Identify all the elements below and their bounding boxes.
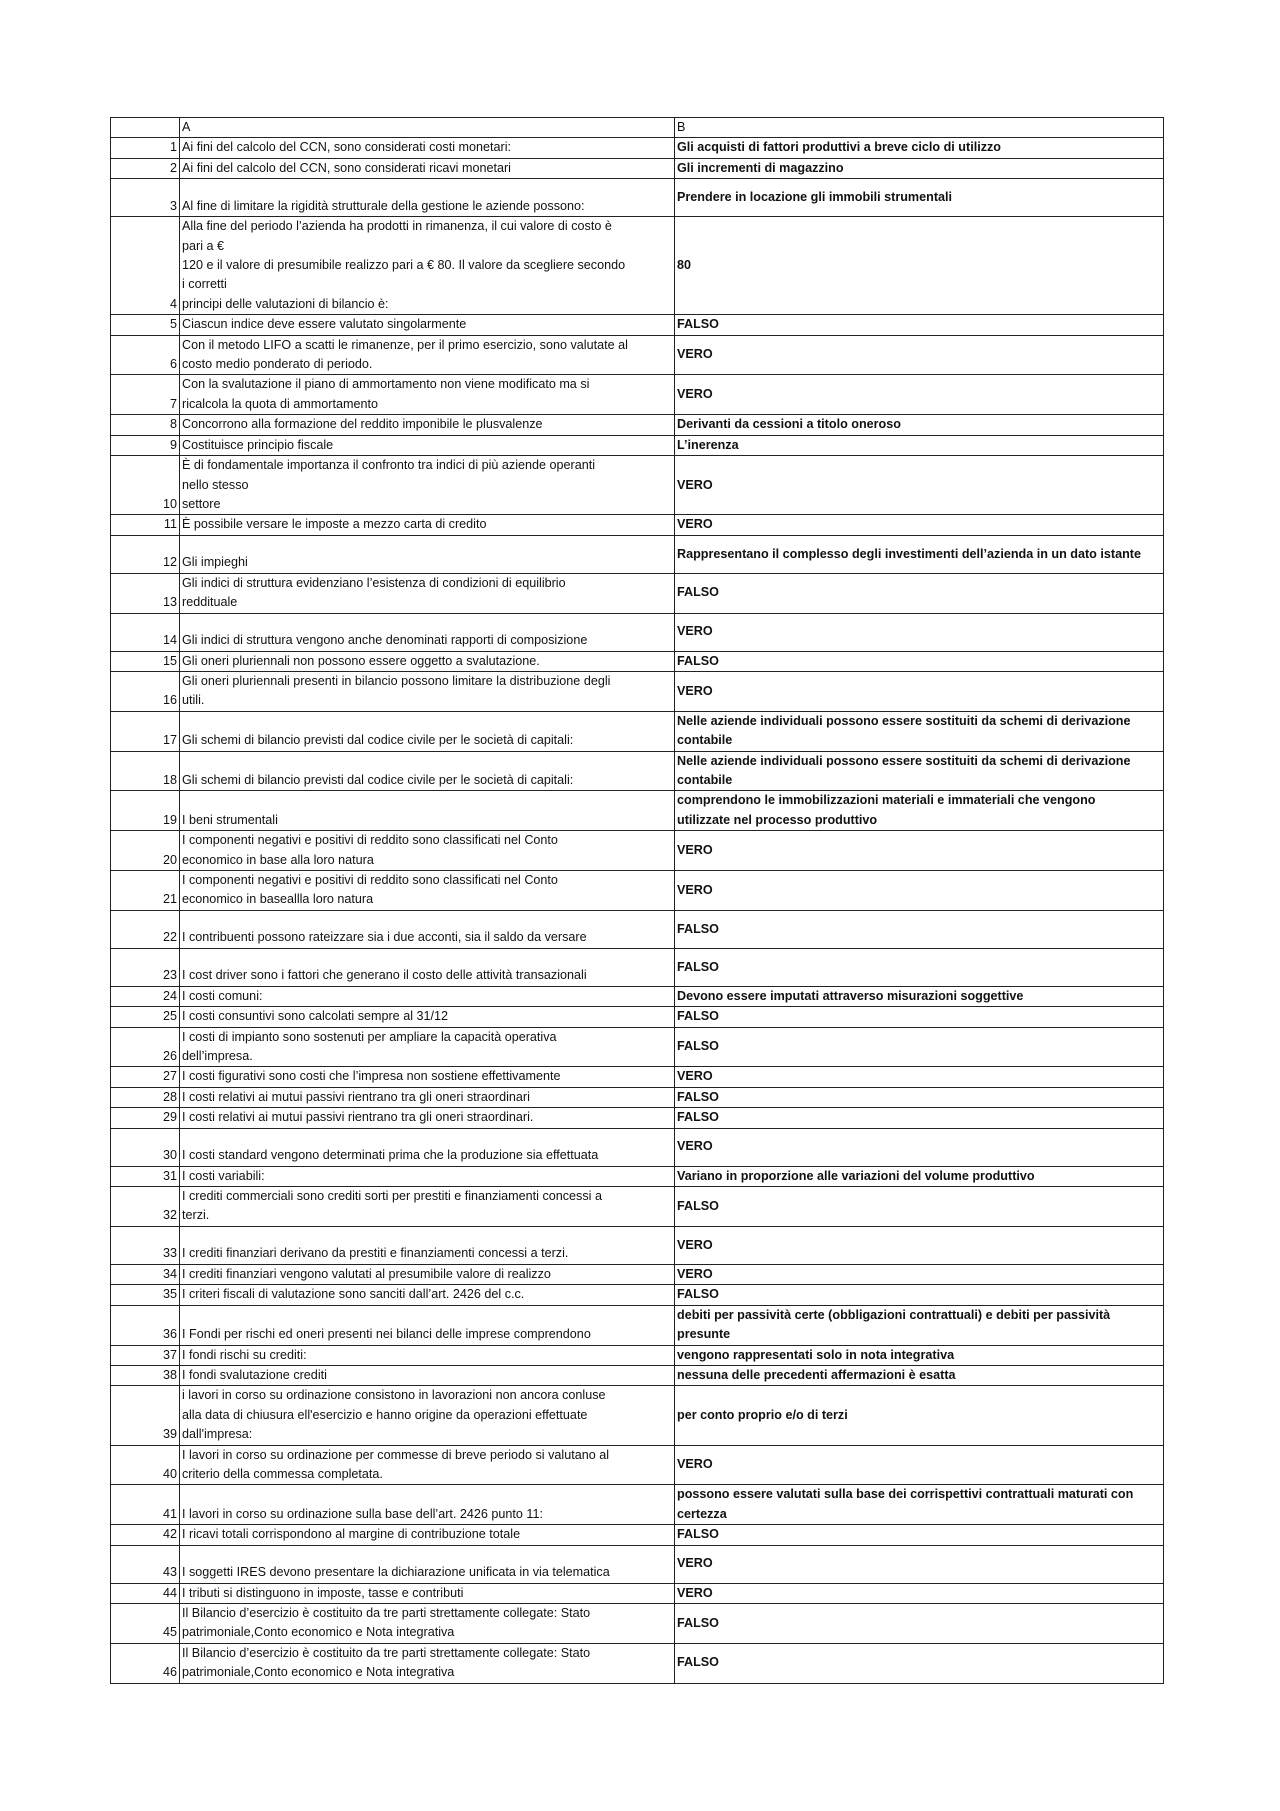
row-number: 26	[111, 1027, 180, 1067]
question-cell: I crediti finanziari derivano da prestiti e finanziamenti concessi a terzi.	[180, 1226, 675, 1264]
table-body	[111, 118, 1164, 1684]
row-number: 24	[111, 986, 180, 1006]
row-number: 9	[111, 435, 180, 455]
table-row	[111, 335, 1164, 375]
question-cell: Ai fini del calcolo del CCN, sono considerati ricavi monetari	[180, 158, 675, 178]
table-row	[111, 910, 1164, 948]
row-number: 7	[111, 375, 180, 415]
quiz-table	[110, 117, 1164, 1684]
row-number: 45	[111, 1603, 180, 1643]
table-row	[111, 217, 1164, 315]
row-number: 23	[111, 948, 180, 986]
answer-cell: Derivanti da cessioni a titolo oneroso	[675, 415, 1164, 435]
table-row	[111, 1067, 1164, 1087]
row-number: 21	[111, 871, 180, 911]
question-cell: I fondi rischi su crediti:	[180, 1345, 675, 1365]
question-cell: Alla fine del periodo l’azienda ha prodotti in rimanenza, il cui valore di costo è pari a € 120 e il valore di presumibile realizzo pari a € 80. Il valore da scegliere secondo i corretti principi delle valutazioni di bilancio è:	[180, 217, 675, 315]
table-row	[111, 535, 1164, 573]
question-cell: I cost driver sono i fattori che generano il costo delle attività transazionali	[180, 948, 675, 986]
row-number: 18	[111, 751, 180, 791]
row-number: 11	[111, 515, 180, 535]
row-number: 41	[111, 1485, 180, 1525]
question-cell: I componenti negativi e positivi di reddito sono classificati nel Conto economico in baseallla loro natura	[180, 871, 675, 911]
question-cell: Gli impieghi	[180, 535, 675, 573]
row-number: 27	[111, 1067, 180, 1087]
table-row	[111, 671, 1164, 711]
table-row	[111, 1027, 1164, 1067]
question-cell: I costi di impianto sono sostenuti per ampliare la capacità operativa dell’impresa.	[180, 1027, 675, 1067]
table-row	[111, 651, 1164, 671]
answer-cell: comprendono le immobilizzazioni materiali e immateriali che vengono utilizzate nel processo produttivo	[675, 791, 1164, 831]
answer-cell: FALSO	[675, 573, 1164, 613]
question-cell: Il Bilancio d’esercizio è costituito da tre parti strettamente collegate: Stato patrimoniale,Conto economico e Nota integrativa	[180, 1643, 675, 1683]
answer-cell: FALSO	[675, 315, 1164, 335]
row-number: 46	[111, 1643, 180, 1683]
table-row	[111, 871, 1164, 911]
question-cell: Con la svalutazione il piano di ammortamento non viene modificato ma si ricalcola la quota di ammortamento	[180, 375, 675, 415]
question-cell: I ricavi totali corrispondono al margine di contribuzione totale	[180, 1525, 675, 1545]
table-row	[111, 1108, 1164, 1128]
answer-cell: per conto proprio e/o di terzi	[675, 1386, 1164, 1445]
row-number: 5	[111, 315, 180, 335]
spreadsheet-sheet	[110, 117, 1163, 1684]
answer-cell: VERO	[675, 456, 1164, 515]
answer-cell: FALSO	[675, 910, 1164, 948]
question-cell: I costi variabili:	[180, 1166, 675, 1186]
question-cell: Ciascun indice deve essere valutato singolarmente	[180, 315, 675, 335]
answer-cell: FALSO	[675, 1643, 1164, 1683]
row-number: 12	[111, 535, 180, 573]
table-row	[111, 1226, 1164, 1264]
row-number: 44	[111, 1583, 180, 1603]
question-cell: I crediti commerciali sono crediti sorti per prestiti e finanziamenti concessi a terzi.	[180, 1187, 675, 1227]
table-row	[111, 831, 1164, 871]
column-b-header: B	[675, 118, 1164, 138]
table-row	[111, 1007, 1164, 1027]
question-cell: Costituisce principio fiscale	[180, 435, 675, 455]
row-number: 28	[111, 1087, 180, 1107]
question-cell: i lavori in corso su ordinazione consistono in lavorazioni non ancora conluse alla data di chiusura ell'esercizio e hanno origine da operazioni effettuate dall'impresa:	[180, 1386, 675, 1445]
answer-cell: VERO	[675, 1067, 1164, 1087]
row-number: 1	[111, 138, 180, 158]
question-cell: Con il metodo LIFO a scatti le rimanenze, per il primo esercizio, sono valutate al costo medio ponderato di periodo.	[180, 335, 675, 375]
table-row	[111, 1264, 1164, 1284]
answer-cell: VERO	[675, 613, 1164, 651]
row-number: 17	[111, 711, 180, 751]
row-number: 42	[111, 1525, 180, 1545]
row-number: 19	[111, 791, 180, 831]
row-number: 34	[111, 1264, 180, 1284]
table-row	[111, 1603, 1164, 1643]
answer-cell: FALSO	[675, 1603, 1164, 1643]
table-row	[111, 573, 1164, 613]
answer-cell: debiti per passività certe (obbligazioni contrattuali) e debiti per passività presunte	[675, 1305, 1164, 1345]
row-number: 22	[111, 910, 180, 948]
row-number: 15	[111, 651, 180, 671]
question-cell: I contribuenti possono rateizzare sia i due acconti, sia il saldo da versare	[180, 910, 675, 948]
question-cell: I lavori in corso su ordinazione sulla base dell’art. 2426 punto 11:	[180, 1485, 675, 1525]
table-row	[111, 375, 1164, 415]
answer-cell: VERO	[675, 671, 1164, 711]
table-row	[111, 435, 1164, 455]
row-number: 6	[111, 335, 180, 375]
answer-cell: L’inerenza	[675, 435, 1164, 455]
table-row	[111, 1386, 1164, 1445]
question-cell: È di fondamentale importanza il confronto tra indici di più aziende operanti nello stesso settore	[180, 456, 675, 515]
answer-cell: FALSO	[675, 1108, 1164, 1128]
answer-cell: Rappresentano il complesso degli investimenti dell’azienda in un dato istante	[675, 535, 1164, 573]
table-row	[111, 1643, 1164, 1683]
table-row	[111, 1525, 1164, 1545]
question-cell: I costi relativi ai mutui passivi rientrano tra gli oneri straordinari.	[180, 1108, 675, 1128]
question-cell: I costi comuni:	[180, 986, 675, 1006]
row-number: 35	[111, 1285, 180, 1305]
question-cell: Il Bilancio d’esercizio è costituito da tre parti strettamente collegate: Stato patrimoniale,Conto economico e Nota integrativa	[180, 1603, 675, 1643]
row-number: 2	[111, 158, 180, 178]
table-row	[111, 1365, 1164, 1385]
answer-cell: Devono essere imputati attraverso misurazioni soggettive	[675, 986, 1164, 1006]
answer-cell: 80	[675, 217, 1164, 315]
question-cell: Gli schemi di bilancio previsti dal codice civile per le società di capitali:	[180, 751, 675, 791]
row-number: 40	[111, 1445, 180, 1485]
answer-cell: Gli acquisti di fattori produttivi a breve ciclo di utilizzo	[675, 138, 1164, 158]
row-number: 13	[111, 573, 180, 613]
row-number: 4	[111, 217, 180, 315]
answer-cell: VERO	[675, 335, 1164, 375]
row-number: 10	[111, 456, 180, 515]
header-row	[111, 118, 1164, 138]
question-cell: Gli oneri pluriennali presenti in bilancio possono limitare la distribuzione degli utili.	[180, 671, 675, 711]
answer-cell: VERO	[675, 1583, 1164, 1603]
row-number: 25	[111, 1007, 180, 1027]
table-row	[111, 179, 1164, 217]
table-row	[111, 1187, 1164, 1227]
table-row	[111, 791, 1164, 831]
answer-cell: FALSO	[675, 1285, 1164, 1305]
table-row	[111, 1583, 1164, 1603]
answer-cell: FALSO	[675, 651, 1164, 671]
table-row	[111, 1445, 1164, 1485]
row-number: 14	[111, 613, 180, 651]
answer-cell: FALSO	[675, 1027, 1164, 1067]
row-number: 39	[111, 1386, 180, 1445]
table-row	[111, 456, 1164, 515]
table-row	[111, 948, 1164, 986]
answer-cell: vengono rappresentati solo in nota integrativa	[675, 1345, 1164, 1365]
question-cell: I crediti finanziari vengono valutati al presumibile valore di realizzo	[180, 1264, 675, 1284]
question-cell: Gli schemi di bilancio previsti dal codice civile per le società di capitali:	[180, 711, 675, 751]
answer-cell: VERO	[675, 871, 1164, 911]
table-row	[111, 986, 1164, 1006]
row-number: 8	[111, 415, 180, 435]
answer-cell: nessuna delle precedenti affermazioni è esatta	[675, 1365, 1164, 1385]
question-cell: I costi consuntivi sono calcolati sempre al 31/12	[180, 1007, 675, 1027]
question-cell: Gli oneri pluriennali non possono essere oggetto a svalutazione.	[180, 651, 675, 671]
question-cell: È possibile versare le imposte a mezzo carta di credito	[180, 515, 675, 535]
row-number: 36	[111, 1305, 180, 1345]
answer-cell: FALSO	[675, 1007, 1164, 1027]
table-row	[111, 1285, 1164, 1305]
question-cell: Al fine di limitare la rigidità strutturale della gestione le aziende possono:	[180, 179, 675, 217]
question-cell: I lavori in corso su ordinazione per commesse di breve periodo si valutano al criterio della commessa completata.	[180, 1445, 675, 1485]
row-number: 33	[111, 1226, 180, 1264]
answer-cell: FALSO	[675, 948, 1164, 986]
question-cell: I fondi svalutazione crediti	[180, 1365, 675, 1385]
question-cell: I costi relativi ai mutui passivi rientrano tra gli oneri straordinari	[180, 1087, 675, 1107]
row-number: 16	[111, 671, 180, 711]
row-number-header	[111, 118, 180, 138]
answer-cell: FALSO	[675, 1087, 1164, 1107]
question-cell: I costi standard vengono determinati prima che la produzione sia effettuata	[180, 1128, 675, 1166]
row-number: 43	[111, 1545, 180, 1583]
row-number: 37	[111, 1345, 180, 1365]
table-row	[111, 1166, 1164, 1186]
row-number: 30	[111, 1128, 180, 1166]
answer-cell: VERO	[675, 1128, 1164, 1166]
question-cell: I costi figurativi sono costi che l’impresa non sostiene effettivamente	[180, 1067, 675, 1087]
row-number: 38	[111, 1365, 180, 1385]
row-number: 3	[111, 179, 180, 217]
answer-cell: VERO	[675, 515, 1164, 535]
answer-cell: possono essere valutati sulla base dei corrispettivi contrattuali maturati con certezza	[675, 1485, 1164, 1525]
answer-cell: VERO	[675, 1226, 1164, 1264]
row-number: 20	[111, 831, 180, 871]
table-row	[111, 1485, 1164, 1525]
row-number: 29	[111, 1108, 180, 1128]
answer-cell: Nelle aziende individuali possono essere sostituiti da schemi di derivazione contabile	[675, 751, 1164, 791]
answer-cell: VERO	[675, 1545, 1164, 1583]
table-row	[111, 1305, 1164, 1345]
column-a-header: A	[180, 118, 675, 138]
table-row	[111, 613, 1164, 651]
question-cell: I Fondi per rischi ed oneri presenti nei bilanci delle imprese comprendono	[180, 1305, 675, 1345]
question-cell: I soggetti IRES devono presentare la dichiarazione unificata in via telematica	[180, 1545, 675, 1583]
answer-cell: VERO	[675, 375, 1164, 415]
answer-cell: FALSO	[675, 1525, 1164, 1545]
table-row	[111, 138, 1164, 158]
table-row	[111, 1545, 1164, 1583]
row-number: 31	[111, 1166, 180, 1186]
row-number: 32	[111, 1187, 180, 1227]
table-row	[111, 1345, 1164, 1365]
table-row	[111, 751, 1164, 791]
question-cell: I tributi si distinguono in imposte, tasse e contributi	[180, 1583, 675, 1603]
question-cell: Gli indici di struttura vengono anche denominati rapporti di composizione	[180, 613, 675, 651]
question-cell: Concorrono alla formazione del reddito imponibile le plusvalenze	[180, 415, 675, 435]
answer-cell: VERO	[675, 1264, 1164, 1284]
table-row	[111, 515, 1164, 535]
table-row	[111, 315, 1164, 335]
question-cell: Gli indici di struttura evidenziano l’esistenza di condizioni di equilibrio reddituale	[180, 573, 675, 613]
answer-cell: FALSO	[675, 1187, 1164, 1227]
table-row	[111, 158, 1164, 178]
table-row	[111, 1128, 1164, 1166]
answer-cell: VERO	[675, 831, 1164, 871]
table-row	[111, 711, 1164, 751]
table-row	[111, 1087, 1164, 1107]
answer-cell: VERO	[675, 1445, 1164, 1485]
question-cell: I beni strumentali	[180, 791, 675, 831]
answer-cell: Nelle aziende individuali possono essere sostituiti da schemi di derivazione contabile	[675, 711, 1164, 751]
question-cell: I criteri fiscali di valutazione sono sanciti dall’art. 2426 del c.c.	[180, 1285, 675, 1305]
question-cell: I componenti negativi e positivi di reddito sono classificati nel Conto economico in base alla loro natura	[180, 831, 675, 871]
answer-cell: Gli incrementi di magazzino	[675, 158, 1164, 178]
answer-cell: Variano in proporzione alle variazioni del volume produttivo	[675, 1166, 1164, 1186]
answer-cell: Prendere in locazione gli immobili strumentali	[675, 179, 1164, 217]
table-row	[111, 415, 1164, 435]
question-cell: Ai fini del calcolo del CCN, sono considerati costi monetari:	[180, 138, 675, 158]
